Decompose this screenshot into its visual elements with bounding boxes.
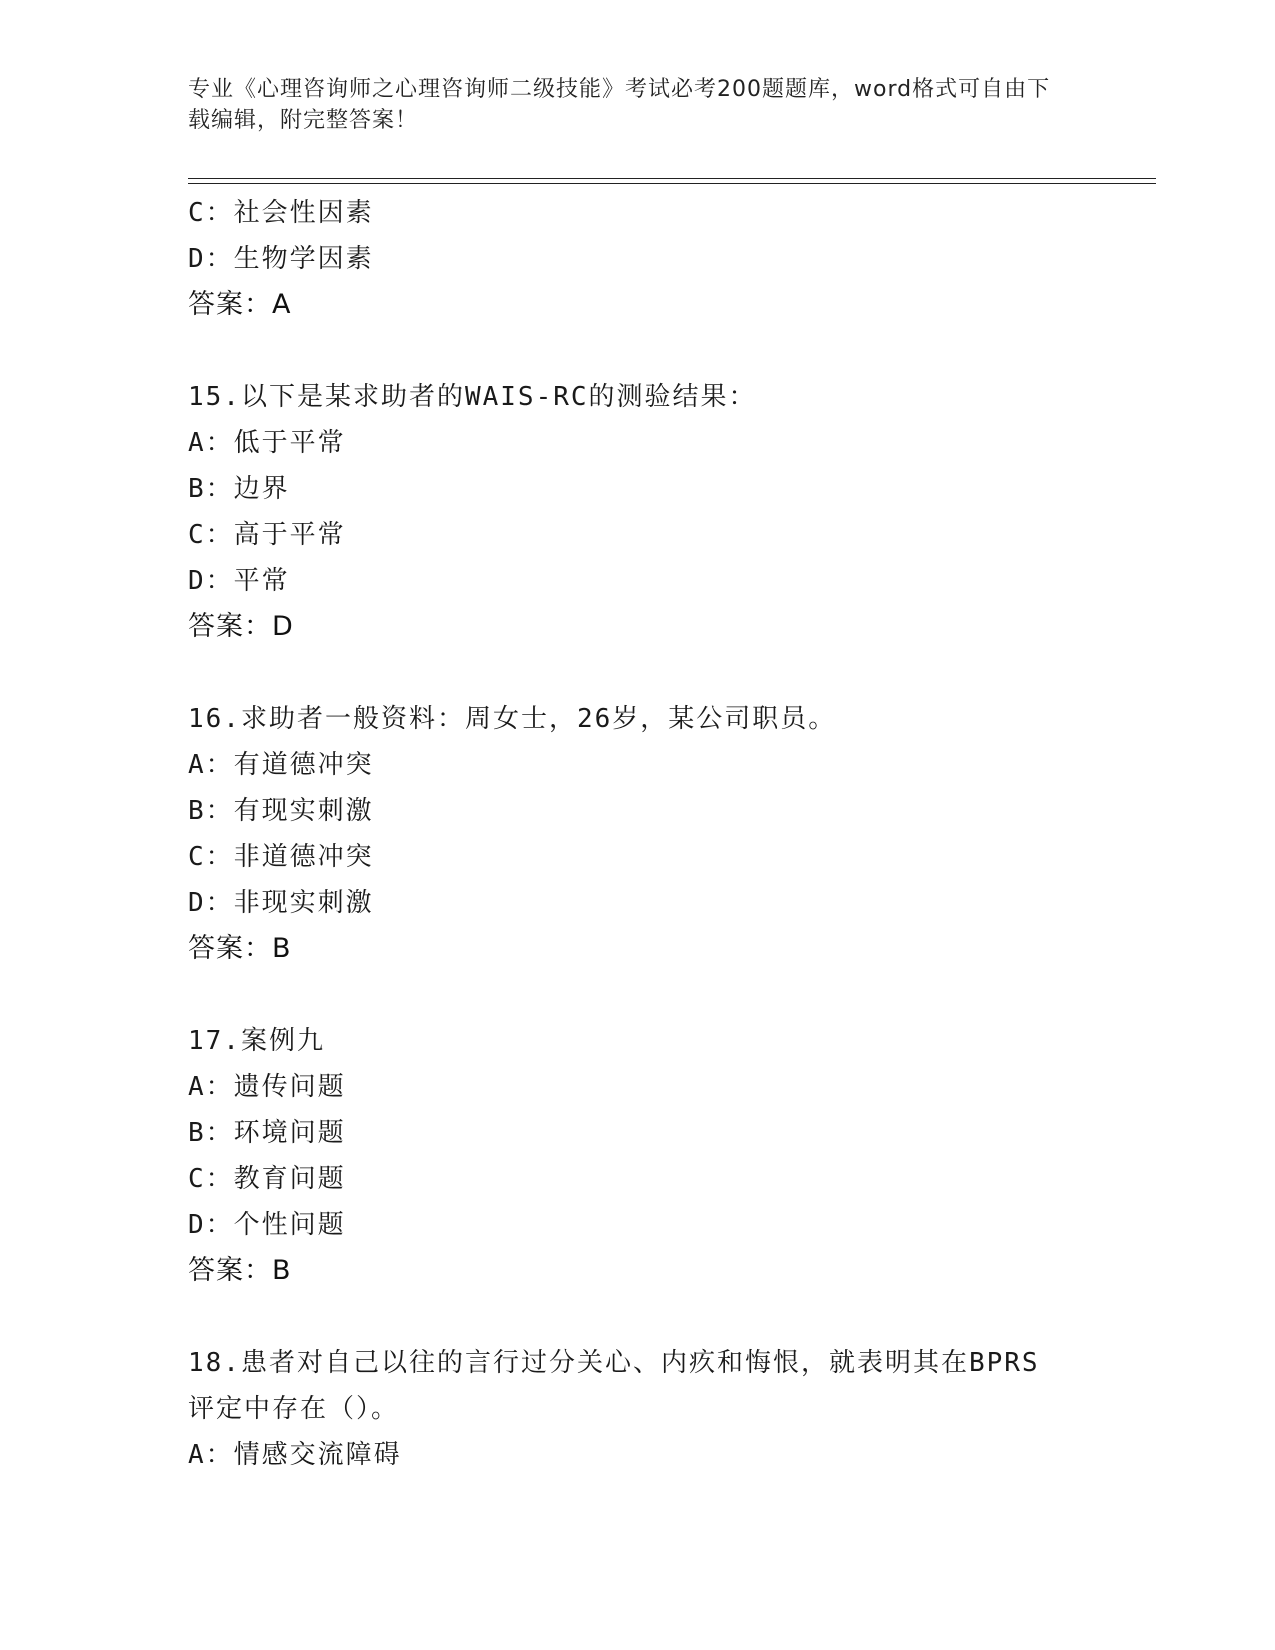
question-block-15 — [188, 374, 1128, 650]
option-d: D：个性问题 — [188, 1210, 346, 1240]
option-c: C：社会性因素 — [188, 198, 374, 228]
option-c: C：高于平常 — [188, 520, 346, 550]
question-block-14 — [188, 190, 1128, 328]
option-a: A：有道德冲突 — [188, 750, 374, 780]
answer-line: 答案：A — [188, 289, 292, 320]
option-b: B：边界 — [188, 474, 290, 504]
option-b: B：环境问题 — [188, 1118, 346, 1148]
question-block-18 — [188, 1340, 1128, 1478]
question-text: 17.案例九 — [188, 1026, 325, 1056]
answer-line: 答案：B — [188, 933, 292, 964]
question-text-line-1: 18.患者对自己以往的言行过分关心、内疚和悔恨，就表明其在BPRS — [188, 1348, 1040, 1378]
answer-line: 答案：D — [188, 611, 294, 642]
question-text-line-2: 评定中存在（）。 — [188, 1394, 400, 1424]
option-b: B：有现实刺激 — [188, 796, 374, 826]
option-d: D：平常 — [188, 566, 290, 596]
option-a: A：情感交流障碍 — [188, 1440, 402, 1470]
question-list — [188, 190, 1128, 1478]
option-d: D：非现实刺激 — [188, 888, 374, 918]
question-block-17 — [188, 1018, 1128, 1294]
option-d: D：生物学因素 — [188, 244, 374, 274]
option-c: C：非道德冲突 — [188, 842, 374, 872]
question-text: 15.以下是某求助者的WAIS-RC的测验结果： — [188, 382, 757, 412]
header-rule-top — [188, 178, 1156, 179]
question-text: 16.求助者一般资料：周女士，26岁，某公司职员。 — [188, 704, 837, 734]
option-a: A：低于平常 — [188, 428, 346, 458]
question-block-16 — [188, 696, 1128, 972]
header-rule-bottom — [188, 183, 1156, 184]
answer-line: 答案：B — [188, 1255, 292, 1286]
document-header: 专业《心理咨询师之心理咨询师二级技能》考试必考200题题库，word格式可自由下载编辑，附完整答案！ — [188, 77, 1051, 133]
option-c: C：教育问题 — [188, 1164, 346, 1194]
option-a: A：遗传问题 — [188, 1072, 346, 1102]
